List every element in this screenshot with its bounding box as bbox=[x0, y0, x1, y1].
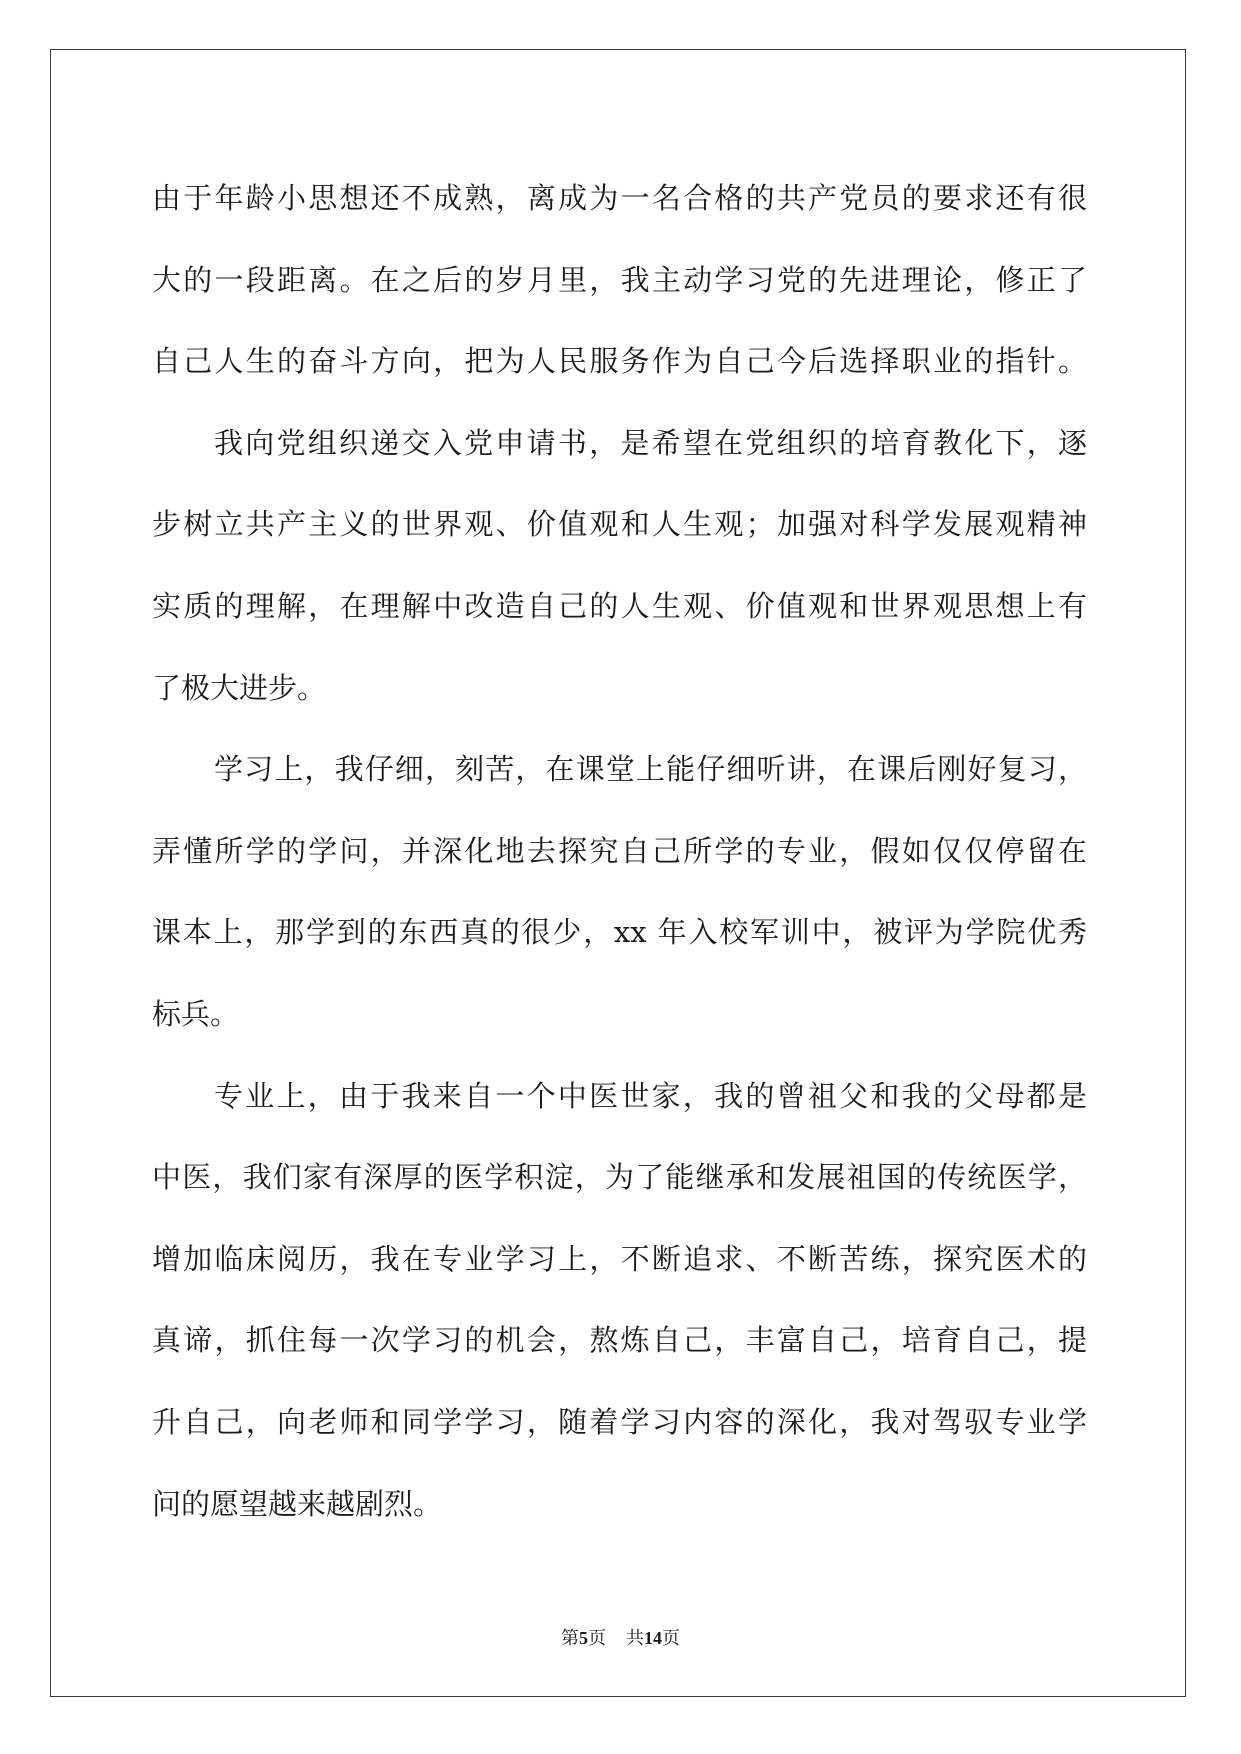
text-line: 自己人生的奋斗方向，把为人民服务作为自己今后选择职业的指针。 bbox=[152, 344, 1087, 379]
total-prefix: 共 bbox=[626, 1628, 644, 1648]
page-footer bbox=[0, 1624, 1241, 1650]
total-pages-indicator bbox=[626, 1628, 680, 1648]
page-indicator bbox=[561, 1628, 606, 1648]
text-line: 真谛，抓住每一次学习的机会，熬炼自己，丰富自己，培育自己，提 bbox=[152, 1323, 1087, 1358]
total-pages: 14 bbox=[644, 1628, 662, 1648]
total-suffix: 页 bbox=[662, 1628, 680, 1648]
page-prefix: 第 bbox=[561, 1628, 579, 1648]
text-line: 弄懂所学的学问，并深化地去探究自己所学的专业，假如仅仅停留在 bbox=[152, 833, 1087, 868]
paragraph-end-line: 了极大进步。 bbox=[152, 670, 327, 705]
text-line: 大的一段距离。在之后的岁月里，我主动学习党的先进理论，修正了 bbox=[152, 262, 1087, 297]
paragraph-end-line: 标兵。 bbox=[152, 996, 240, 1031]
text-line: 增加临床阅历，我在专业学习上，不断追求、不断苦练，探究医术的 bbox=[152, 1241, 1087, 1276]
paragraph-start-line: 学习上，我仔细，刻苦，在课堂上能仔细听讲，在课后刚好复习， bbox=[214, 752, 1087, 787]
paragraph-start-line: 专业上，由于我来自一个中医世家，我的曾祖父和我的父母都是 bbox=[214, 1078, 1087, 1113]
paragraph-end-line: 问的愿望越来越剧烈。 bbox=[152, 1486, 443, 1521]
paragraph-start-line: 我向党组织递交入党申请书，是希望在党组织的培育教化下，逐 bbox=[214, 425, 1087, 460]
document-body bbox=[152, 158, 1087, 1545]
text-line: 实质的理解，在理解中改造自己的人生观、价值观和世界观思想上有 bbox=[152, 588, 1087, 623]
page-number: 5 bbox=[579, 1628, 588, 1648]
text-line: 步树立共产主义的世界观、价值观和人生观；加强对科学发展观精神 bbox=[152, 507, 1087, 542]
text-line: 中医，我们家有深厚的医学积淀，为了能继承和发展祖国的传统医学， bbox=[152, 1160, 1087, 1195]
text-line: 升自己，向老师和同学学习，随着学习内容的深化，我对驾驭专业学 bbox=[152, 1404, 1087, 1439]
text-line: 课本上，那学到的东西真的很少，xx 年入校军训中，被评为学院优秀 bbox=[152, 915, 1087, 950]
text-line: 由于年龄小思想还不成熟，离成为一名合格的共产党员的要求还有很 bbox=[152, 181, 1087, 215]
page-suffix: 页 bbox=[588, 1628, 606, 1648]
